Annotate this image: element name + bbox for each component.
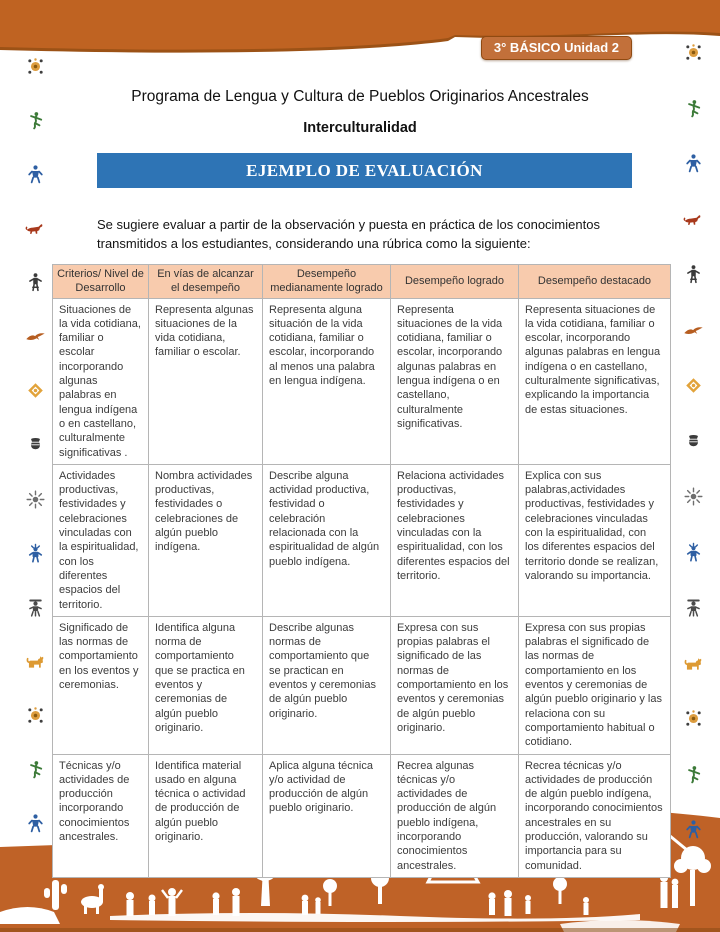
table-row: [53, 754, 671, 877]
left-pictogram-strip: [22, 56, 48, 834]
warrior-icon: [25, 813, 46, 834]
level-cell: Aplica alguna técnica y/o actividad de producción de algún pueblo originario.: [263, 754, 391, 877]
criterion-cell: Técnicas y/o actividades de producción incorporando conocimientos ancestrales.: [53, 754, 149, 877]
cat-icon: [25, 651, 46, 672]
level-cell: Recrea algunas técnicas y/o actividades de producción de algún pueblo indígena, incorporando conocimientos ancestrales.: [391, 754, 519, 877]
level-cell: Representa alguna situación de la vida cotidiana, familiar o escolar, incorporando al menos una palabra en lengua indígena.: [263, 298, 391, 464]
level-cell: Representa situaciones de la vida cotidiana, familiar o escolar, incorporando algunas palabras en lengua indígena o en castellano, culturalmente significativas, explicando la importancia de estas situaciones.: [519, 298, 671, 464]
sun-star-icon: [683, 486, 704, 507]
chief-hat-icon: [683, 597, 704, 618]
dancer-icon: [683, 98, 704, 119]
dancer-icon: [25, 110, 46, 131]
column-header: Desempeño destacado: [519, 265, 671, 299]
table-row: [53, 464, 671, 616]
intro-paragraph: Se sugiere evaluar a partir de la observación y puesta en práctica de los conocimientos transmitidos a los estudiantes, considerando una rúbrica como la siguiente:: [97, 217, 600, 251]
evaluation-banner: EJEMPLO DE EVALUACIÓN: [97, 153, 632, 188]
column-header: Criterios/ Nivel de Desarrollo: [53, 265, 149, 299]
criterion-cell: Situaciones de la vida cotidiana, familiar o escolar incorporando algunas palabras en lengua indígena o en castellano, culturalmente significativas .: [53, 298, 149, 464]
warrior-icon: [683, 819, 704, 840]
warrior-icon: [683, 153, 704, 174]
sun-turtle-icon: [25, 705, 46, 726]
column-header: En vías de alcanzar el desempeño: [149, 265, 263, 299]
unit-badge: 3° BÁSICO Unidad 2: [481, 36, 632, 60]
level-cell: Identifica alguna norma de comportamiento que se practica en eventos y ceremonias de algún pueblo originario.: [149, 616, 263, 754]
level-cell: Nombra actividades productivas, festividades o celebraciones de algún pueblo indígena.: [149, 464, 263, 616]
warrior-icon: [25, 164, 46, 185]
condor-icon: [683, 320, 704, 341]
fox-icon: [25, 218, 46, 239]
level-cell: Representa situaciones de la vida cotidiana, familiar o escolar, incorporando algunas palabras en lengua indígena o en castellano, culturalmente significativas.: [391, 298, 519, 464]
level-cell: Representa algunas situaciones de la vida cotidiana, familiar o escolar.: [149, 298, 263, 464]
fox-icon: [683, 209, 704, 230]
vessel-icon: [683, 431, 704, 452]
vessel-icon: [25, 434, 46, 455]
level-cell: Explica con sus palabras,actividades productivas, festividades y celebraciones vinculadas con la espiritualidad, con los diferentes espacios del territorio donde se realizan, valorando su importancia.: [519, 464, 671, 616]
right-pictogram-strip: [680, 42, 706, 840]
dancer-icon: [25, 759, 46, 780]
level-cell: Expresa con sus propias palabras el significado de las normas de comportamiento en los eventos y ceremonias de algún pueblo originario.: [391, 616, 519, 754]
sun-turtle-icon: [25, 56, 46, 77]
diamond-icon: [683, 375, 704, 396]
sun-star-icon: [25, 489, 46, 510]
chief-blue-icon: [683, 542, 704, 563]
chief-hat-icon: [25, 597, 46, 618]
level-cell: Identifica material usado en alguna técnica o actividad de producción de algún pueblo originario.: [149, 754, 263, 877]
condor-icon: [25, 326, 46, 347]
column-header: Desempeño logrado: [391, 265, 519, 299]
rubric-header-row: [53, 265, 671, 299]
rubric-table: [52, 264, 671, 878]
level-cell: Relaciona actividades productivas, festividades y celebraciones vinculadas con la espiritualidad, con los diferentes espacios del territorio.: [391, 464, 519, 616]
cat-icon: [683, 653, 704, 674]
chief-blue-icon: [25, 543, 46, 564]
page-subtitle: Interculturalidad: [303, 120, 417, 136]
diamond-icon: [25, 380, 46, 401]
table-row: [53, 616, 671, 754]
level-cell: Expresa con sus propias palabras el significado de las normas de comportamiento en los eventos y ceremonias de algún pueblo originario y las relaciona con su comportamiento habitual o cotidiano.: [519, 616, 671, 754]
criterion-cell: Significado de las normas de comportamiento en los eventos y ceremonias.: [53, 616, 149, 754]
dancer-icon: [683, 764, 704, 785]
level-cell: Describe algunas normas de comportamiento que se practican en eventos y ceremonias de algún pueblo originario.: [263, 616, 391, 754]
criterion-cell: Actividades productivas, festividades y celebraciones vinculadas con la espiritualidad, con los diferentes espacios del territorio.: [53, 464, 149, 616]
column-header: Desempeño medianamente logrado: [263, 265, 391, 299]
table-row: [53, 298, 671, 464]
sun-turtle-icon: [683, 42, 704, 63]
level-cell: Describe alguna actividad productiva, festividad o celebración relacionada con la espiritualidad de algún pueblo indígena.: [263, 464, 391, 616]
level-cell: Recrea técnicas y/o actividades de producción de algún pueblo indígena, incorporando conocimientos ancestrales en su producción, valorando su importancia para su comunidad.: [519, 754, 671, 877]
totem-icon: [683, 264, 704, 285]
page-title: Programa de Lengua y Cultura de Pueblos Originarios Ancestrales: [131, 88, 589, 105]
totem-icon: [25, 272, 46, 293]
sun-turtle-icon: [683, 708, 704, 729]
